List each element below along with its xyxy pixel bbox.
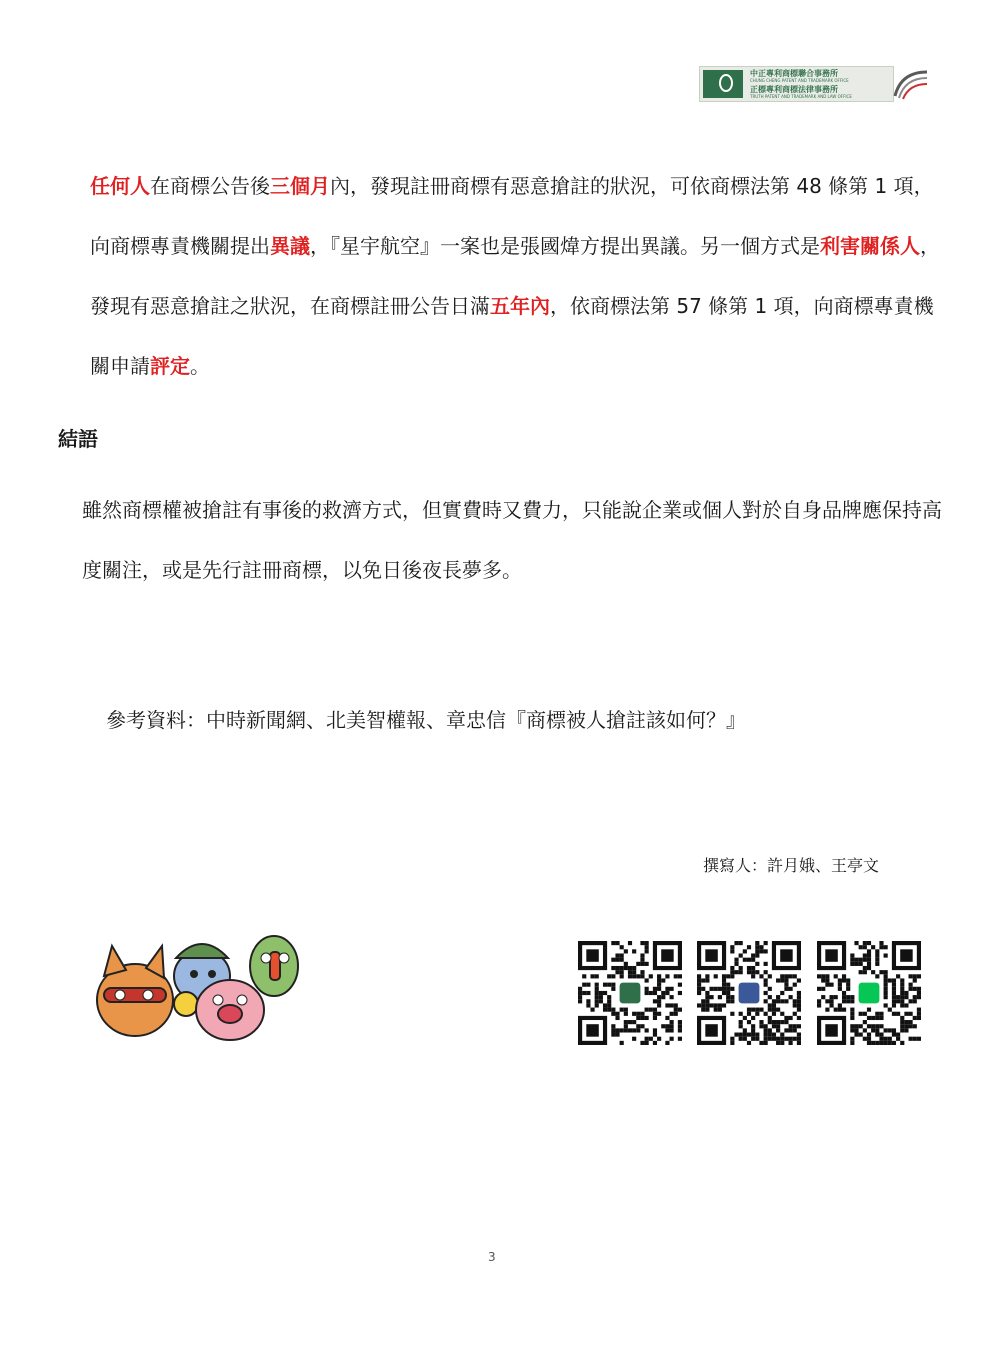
- logo-box: [699, 66, 894, 102]
- facebook-qr[interactable]: [697, 941, 801, 1045]
- section-heading: 結語: [58, 427, 98, 451]
- body-text: ，發現有惡意搶註之狀況，在商標註冊公告日滿: [90, 234, 940, 318]
- body-text: 在商標公告後: [150, 174, 270, 198]
- emphasis-text: 三個月: [270, 174, 330, 198]
- body-text: 內，發現註冊商標有惡意搶註的狀況，可依商標法第 48 條第 1 項，向商標專責機關提出: [90, 174, 934, 258]
- logo-name-1: 中正專利商標聯合事務所: [750, 69, 838, 78]
- office-logo-icon: [703, 70, 743, 98]
- mascot-illustration: [90, 918, 300, 1042]
- office-logo: [699, 66, 931, 102]
- logo-english-2: TRUTH PATENT AND TRADEMARK AND LAW OFFICE: [750, 94, 852, 99]
- logo-name-2: 正標專利商標法律事務所: [750, 85, 838, 94]
- body-text: ，『星宇航空』一案也是張國煒方提出異議。另一個方式是: [310, 234, 820, 258]
- website-qr[interactable]: [578, 941, 682, 1045]
- emphasis-text: 五年內: [490, 294, 550, 318]
- body-text: ，依商標法第 57 條第 1 項，向商標專責機關申請: [90, 294, 934, 378]
- emphasis-text: 任何人: [90, 174, 150, 198]
- author-text: 撰寫人：許月娥、王亭文: [703, 856, 880, 875]
- paragraph-conclusion: 雖然商標權被搶註有事後的救濟方式，但實費時又費力，只能說企業或個人對於自身品牌應保持高度關注，或是先行註冊商標，以免日後夜長夢多。: [82, 498, 942, 582]
- paragraph-opposition: [90, 156, 950, 396]
- reference-text: 參考資料：中時新聞網、北美智權報、章忠信『商標被人搶註該如何？』: [106, 708, 746, 732]
- line-qr[interactable]: [817, 941, 921, 1045]
- emphasis-text: 評定: [150, 354, 190, 378]
- emphasis-text: 利害關係人: [820, 234, 920, 258]
- facebook-icon: [739, 983, 760, 1004]
- body-text: 。: [190, 354, 210, 378]
- page-number: 3: [488, 1250, 496, 1264]
- emphasis-text: 異議: [270, 234, 310, 258]
- logo-english-1: CHUNG CHENG PATENT AND TRADEMARK OFFICE: [750, 78, 849, 83]
- office-logo-icon: [620, 983, 641, 1004]
- line-icon: [859, 983, 880, 1004]
- swoosh-icon: [891, 66, 931, 102]
